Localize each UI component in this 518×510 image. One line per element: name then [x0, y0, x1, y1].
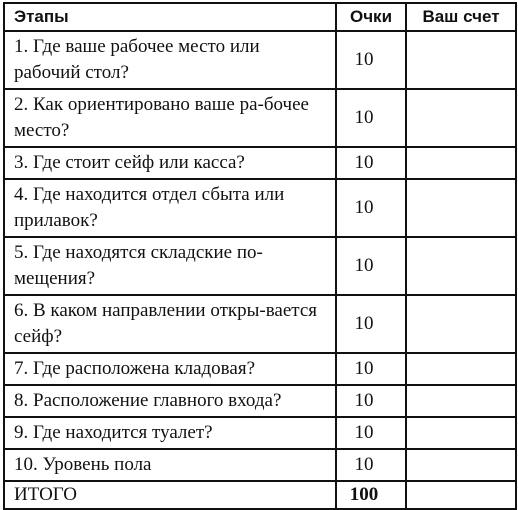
table-row: [4, 147, 516, 179]
stage-cell: 6. В каком направлении откры-вается сейф?: [4, 295, 336, 353]
your-score-cell[interactable]: [406, 353, 516, 385]
stage-cell: 1. Где ваше рабочее место или рабочий стол?: [4, 31, 336, 89]
total-your-score[interactable]: [406, 481, 516, 509]
table-row: [4, 179, 516, 237]
your-score-cell[interactable]: [406, 179, 516, 237]
points-cell: 10: [336, 237, 406, 295]
table-row: [4, 237, 516, 295]
table-row: [4, 449, 516, 481]
your-score-cell[interactable]: [406, 385, 516, 417]
stage-cell: 9. Где находится туалет?: [4, 417, 336, 449]
stage-cell: 4. Где находится отдел сбыта или прилавок?: [4, 179, 336, 237]
stage-cell: 5. Где находятся складские по-мещения?: [4, 237, 336, 295]
header-stage: Этапы: [4, 3, 336, 31]
your-score-cell[interactable]: [406, 89, 516, 147]
table-row: [4, 89, 516, 147]
header-row: [4, 3, 516, 31]
table-row: [4, 353, 516, 385]
table-row: [4, 417, 516, 449]
table-row: [4, 385, 516, 417]
your-score-cell[interactable]: [406, 449, 516, 481]
scoring-table: [3, 2, 517, 510]
total-label: ИТОГО: [4, 481, 336, 509]
table-row: [4, 31, 516, 89]
stage-cell: 3. Где стоит сейф или касса?: [4, 147, 336, 179]
points-cell: 10: [336, 31, 406, 89]
points-cell: 10: [336, 179, 406, 237]
stage-cell: 7. Где расположена кладовая?: [4, 353, 336, 385]
total-points: 100: [336, 481, 406, 509]
total-row: [4, 481, 516, 509]
your-score-cell[interactable]: [406, 31, 516, 89]
your-score-cell[interactable]: [406, 147, 516, 179]
points-cell: 10: [336, 449, 406, 481]
points-cell: 10: [336, 417, 406, 449]
header-points: Очки: [336, 3, 406, 31]
stage-cell: 10. Уровень пола: [4, 449, 336, 481]
your-score-cell[interactable]: [406, 237, 516, 295]
header-your-score: Ваш счет: [406, 3, 516, 31]
points-cell: 10: [336, 295, 406, 353]
points-cell: 10: [336, 89, 406, 147]
table-row: [4, 295, 516, 353]
points-cell: 10: [336, 353, 406, 385]
your-score-cell[interactable]: [406, 417, 516, 449]
stage-cell: 2. Как ориентировано ваше ра-бочее место?: [4, 89, 336, 147]
your-score-cell[interactable]: [406, 295, 516, 353]
stage-cell: 8. Расположение главного входа?: [4, 385, 336, 417]
points-cell: 10: [336, 385, 406, 417]
points-cell: 10: [336, 147, 406, 179]
